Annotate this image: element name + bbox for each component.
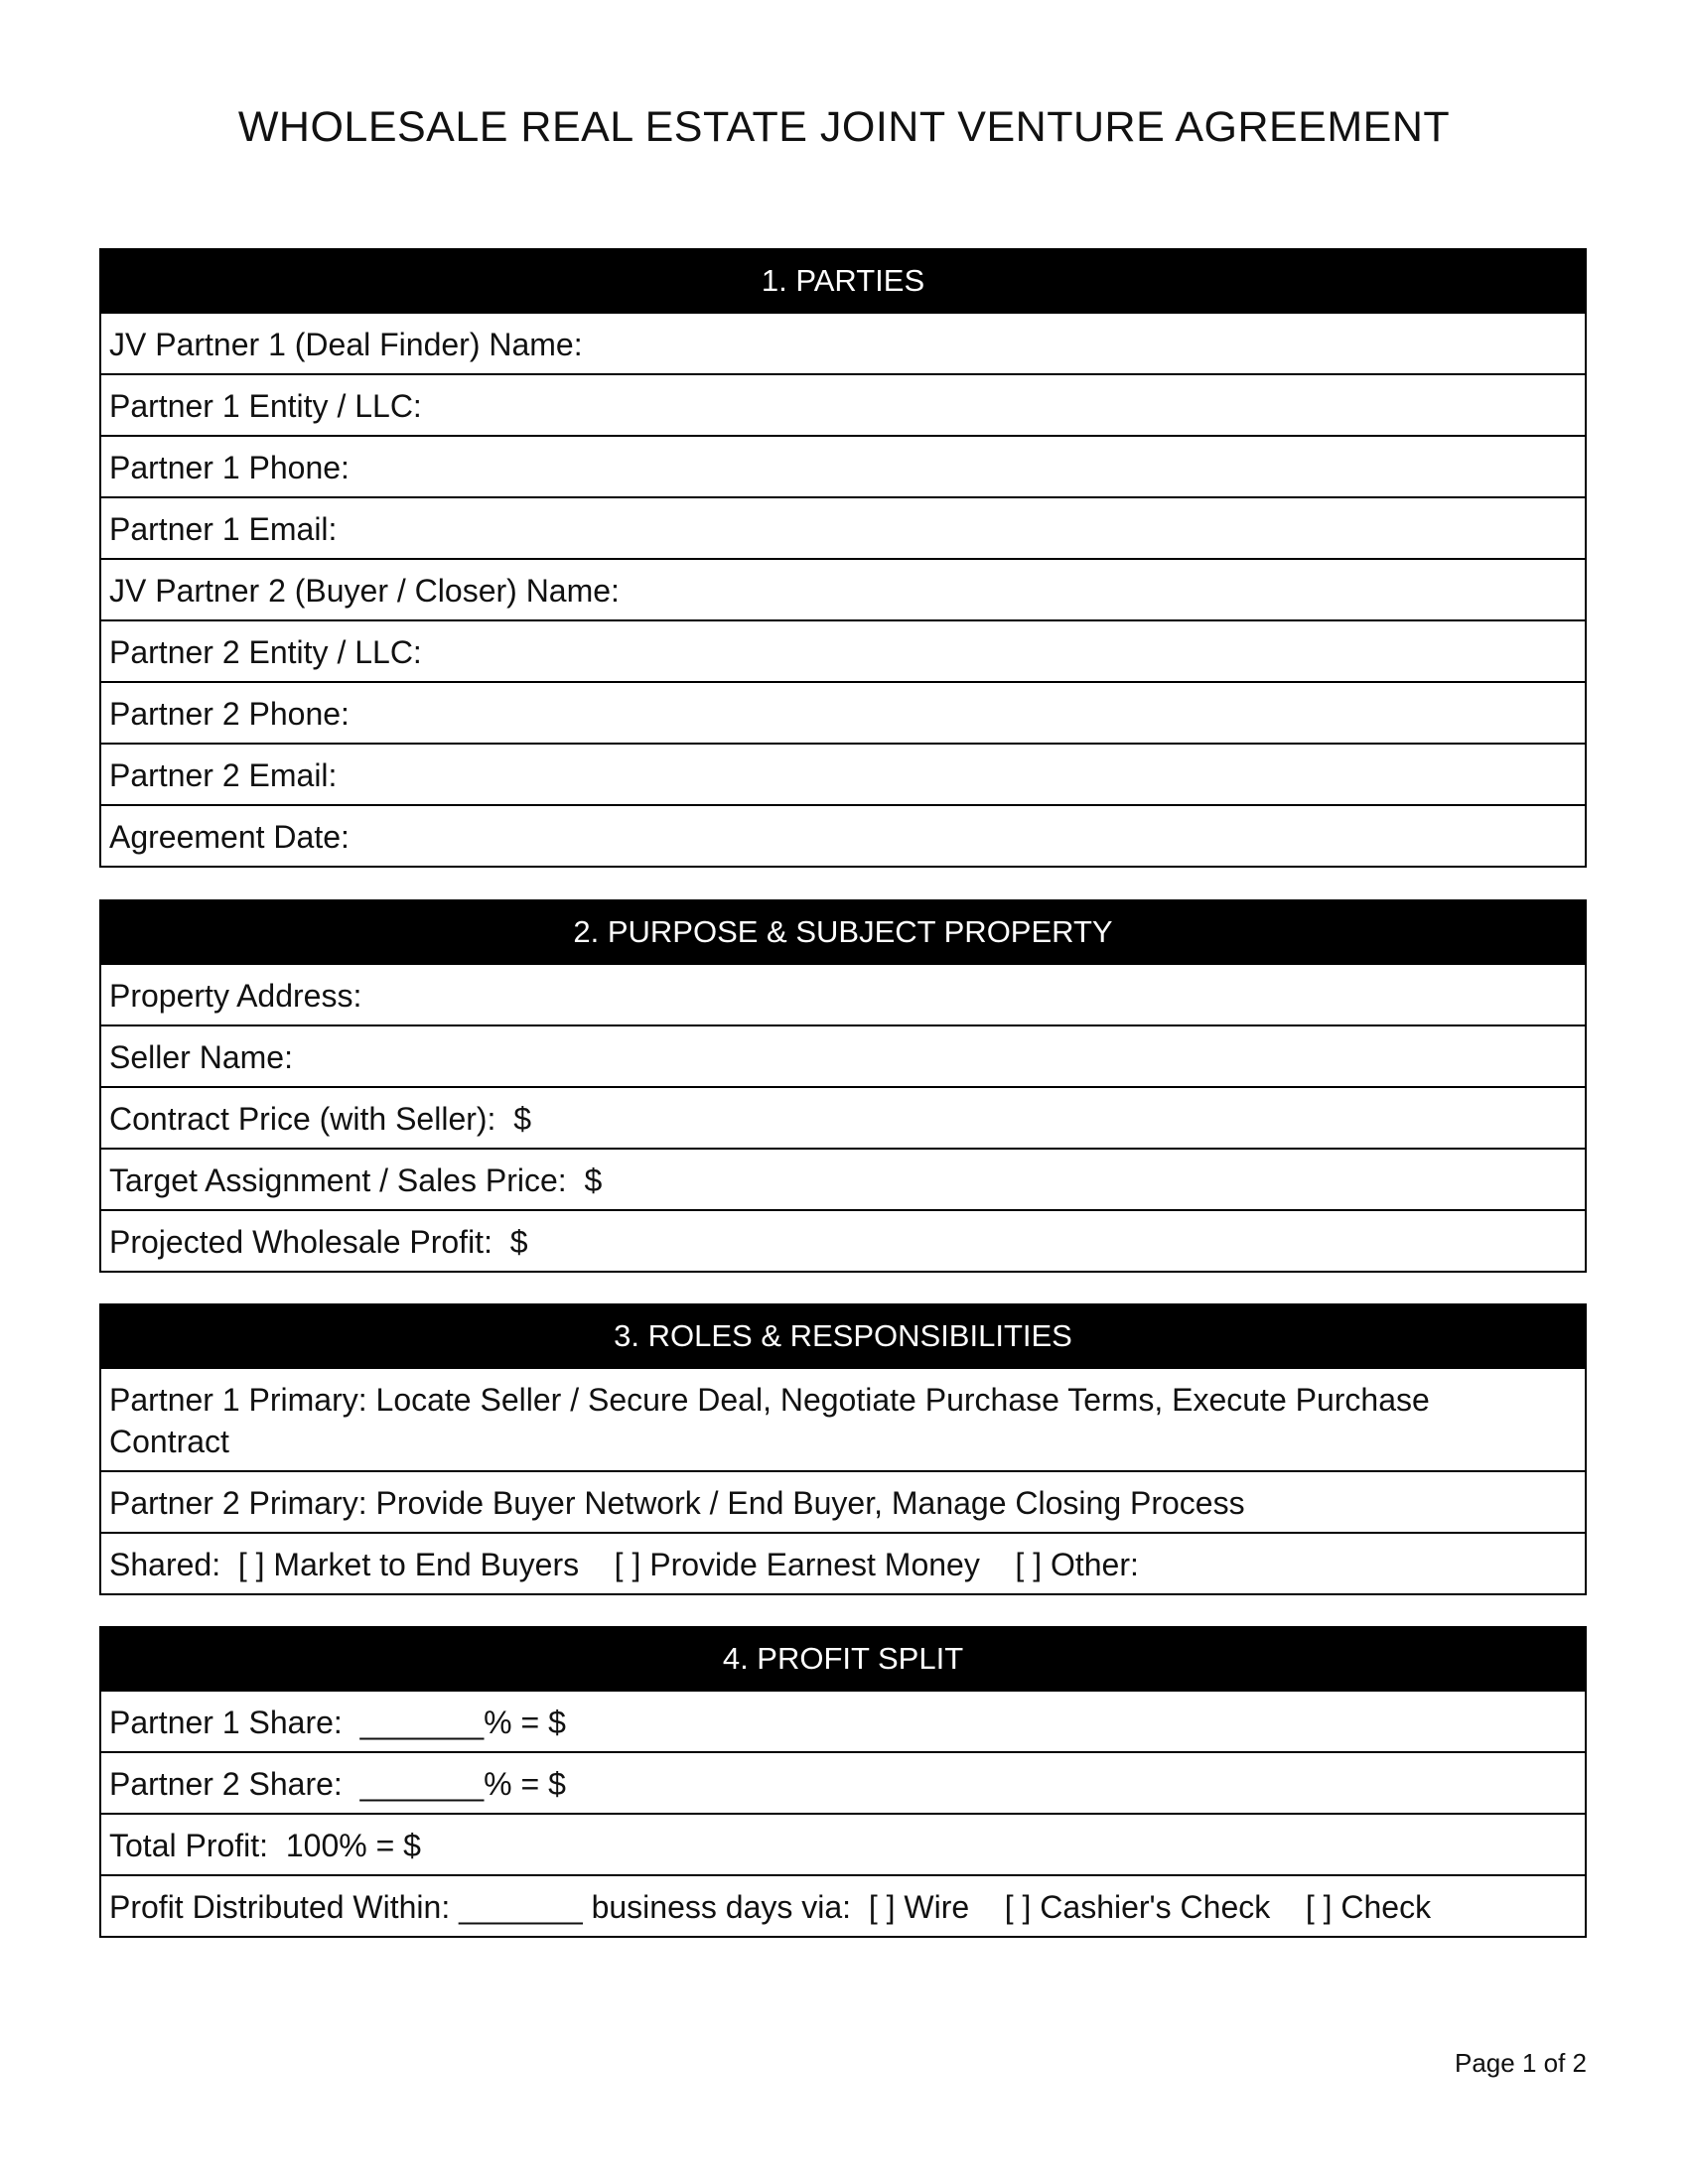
field-partner1-primary-role[interactable]: Partner 1 Primary: Locate Seller / Secure Deal, Negotiate Purchase Terms, Execute Purchase Contract: [101, 1367, 1585, 1470]
field-partner2-name[interactable]: JV Partner 2 (Buyer / Closer) Name:: [101, 558, 1585, 619]
section-parties: [99, 248, 1587, 868]
section-roles: [99, 1303, 1587, 1595]
field-property-address[interactable]: Property Address:: [101, 963, 1585, 1024]
field-agreement-date[interactable]: Agreement Date:: [101, 804, 1585, 866]
field-partner2-share[interactable]: Partner 2 Share: _______% = $: [101, 1751, 1585, 1813]
section-header: 1. PARTIES: [101, 250, 1585, 312]
field-total-profit[interactable]: Total Profit: 100% = $: [101, 1813, 1585, 1874]
field-partner1-name[interactable]: JV Partner 1 (Deal Finder) Name:: [101, 312, 1585, 373]
section-header: 2. PURPOSE & SUBJECT PROPERTY: [101, 901, 1585, 963]
field-partner2-email[interactable]: Partner 2 Email:: [101, 743, 1585, 804]
section-purpose-property: [99, 899, 1587, 1273]
document-title: WHOLESALE REAL ESTATE JOINT VENTURE AGREEMENT: [237, 103, 1451, 151]
field-seller-name[interactable]: Seller Name:: [101, 1024, 1585, 1086]
field-contract-price[interactable]: Contract Price (with Seller): $: [101, 1086, 1585, 1148]
field-projected-profit[interactable]: Projected Wholesale Profit: $: [101, 1209, 1585, 1271]
field-profit-distribution[interactable]: Profit Distributed Within: _______ business days via: [ ] Wire [ ] Cashier's Check [ ] Check: [101, 1874, 1585, 1936]
field-target-sales-price[interactable]: Target Assignment / Sales Price: $: [101, 1148, 1585, 1209]
section-header: 4. PROFIT SPLIT: [101, 1628, 1585, 1690]
field-partner2-phone[interactable]: Partner 2 Phone:: [101, 681, 1585, 743]
field-partner1-phone[interactable]: Partner 1 Phone:: [101, 435, 1585, 496]
page-number: Page 1 of 2: [1455, 2048, 1587, 2078]
field-partner1-email[interactable]: Partner 1 Email:: [101, 496, 1585, 558]
field-shared-roles[interactable]: Shared: [ ] Market to End Buyers [ ] Provide Earnest Money [ ] Other:: [101, 1532, 1585, 1593]
field-partner1-share[interactable]: Partner 1 Share: _______% = $: [101, 1690, 1585, 1751]
field-partner2-primary-role[interactable]: Partner 2 Primary: Provide Buyer Network / End Buyer, Manage Closing Process: [101, 1470, 1585, 1532]
section-profit-split: [99, 1626, 1587, 1938]
field-partner2-entity[interactable]: Partner 2 Entity / LLC:: [101, 619, 1585, 681]
field-partner1-entity[interactable]: Partner 1 Entity / LLC:: [101, 373, 1585, 435]
section-header: 3. ROLES & RESPONSIBILITIES: [101, 1305, 1585, 1367]
